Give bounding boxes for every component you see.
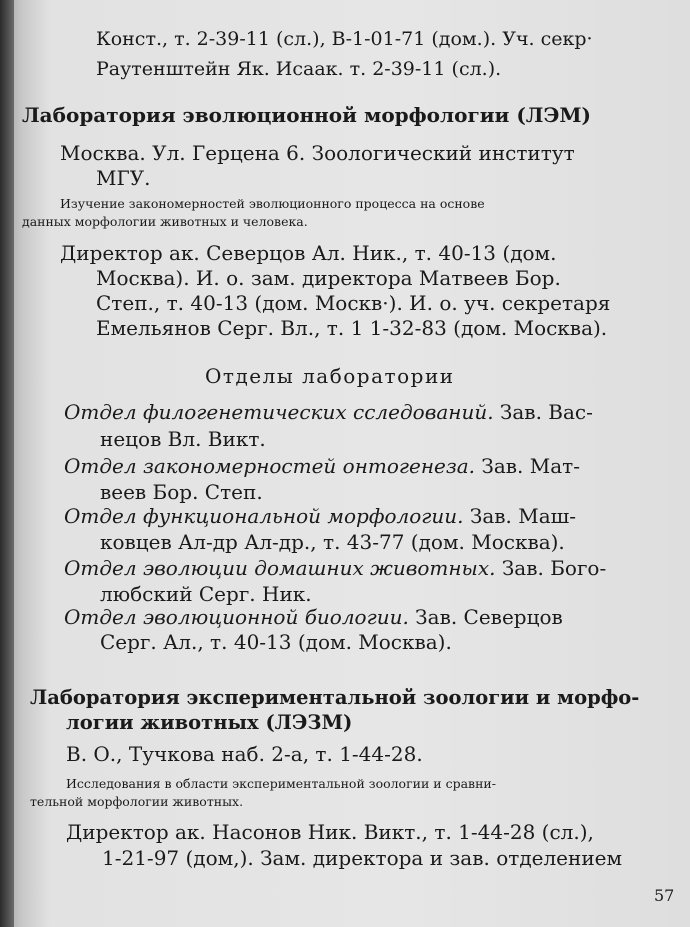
staff-line: Директор ак. Насонов Ник. Викт., т. 1-44-28 (сл.), (66, 820, 594, 844)
department-name: Отдел закономерностей онтогенеза. (64, 454, 476, 478)
department-head: Зав. Мат- (475, 454, 580, 478)
text-line: Раутенштейн Як. Исаак. т. 2-39-11 (сл.). (96, 58, 502, 80)
department-line (64, 556, 606, 580)
department-line (64, 400, 593, 424)
department-name: Отдел эволюционной биологии. (64, 605, 409, 629)
description-line: тельной морфологии животных. (30, 794, 244, 809)
department-line: Серг. Ал., т. 40-13 (дом. Москва). (100, 630, 452, 654)
address-line: МГУ. (96, 166, 151, 190)
section-heading-lem: Лаборатория эволюционной морфологии (ЛЭМ) (22, 103, 592, 127)
address-line: В. О., Тучкова наб. 2-а, т. 1-44-28. (66, 742, 423, 766)
description-line: данных морфологии животных и человека. (22, 214, 308, 229)
description-line: Изучение закономерностей эволюционного процесса на основе (60, 196, 485, 211)
department-line (64, 605, 563, 629)
staff-line: 1-21-97 (дом,). Зам. директора и зав. отделением (102, 846, 623, 870)
department-line: нецов Вл. Викт. (100, 427, 266, 451)
section-heading-lezm: логии животных (ЛЭЗМ) (66, 711, 353, 734)
address-line: Москва. Ул. Герцена 6. Зоологический институт (60, 141, 575, 165)
department-line: любский Серг. Ник. (100, 582, 312, 606)
staff-line: Емельянов Серг. Вл., т. 1 1-32-83 (дом. Москва). (96, 316, 608, 340)
department-line (64, 454, 580, 478)
department-head: Зав. Бого- (495, 556, 607, 580)
page-number: 57 (654, 886, 675, 905)
staff-line: Москва). И. о. зам. директора Матвеев Бор. (96, 266, 561, 290)
department-name: Отдел филогенетических сследований. (64, 400, 494, 424)
description-line: Исследования в области экспериментальной зоологии и сравни- (66, 776, 496, 791)
staff-line: Директор ак. Северцов Ал. Ник., т. 40-13 (дом. (60, 241, 557, 265)
department-line: веев Бор. Степ. (100, 480, 263, 504)
department-name: Отдел эволюции домашних животных. (64, 556, 496, 580)
department-head: Зав. Вас- (493, 400, 593, 424)
department-line (64, 504, 576, 528)
department-head: Зав. Северцов (408, 605, 563, 629)
staff-line: Степ., т. 40-13 (дом. Москв·). И. о. уч. секретаря (96, 291, 611, 315)
section-heading-lezm: Лаборатория экспериментальной зоологии и морфо- (30, 686, 640, 709)
department-name: Отдел функциональной морфологии. (64, 504, 464, 528)
department-head: Зав. Маш- (463, 504, 576, 528)
subsection-heading: Отделы лаборатории (205, 364, 455, 388)
department-line: ковцев Ал-др Ал-др., т. 43-77 (дом. Москва). (100, 530, 565, 554)
text-line: Конст., т. 2-39-11 (сл.), В-1-01-71 (дом.). Уч. секр· (96, 28, 593, 50)
